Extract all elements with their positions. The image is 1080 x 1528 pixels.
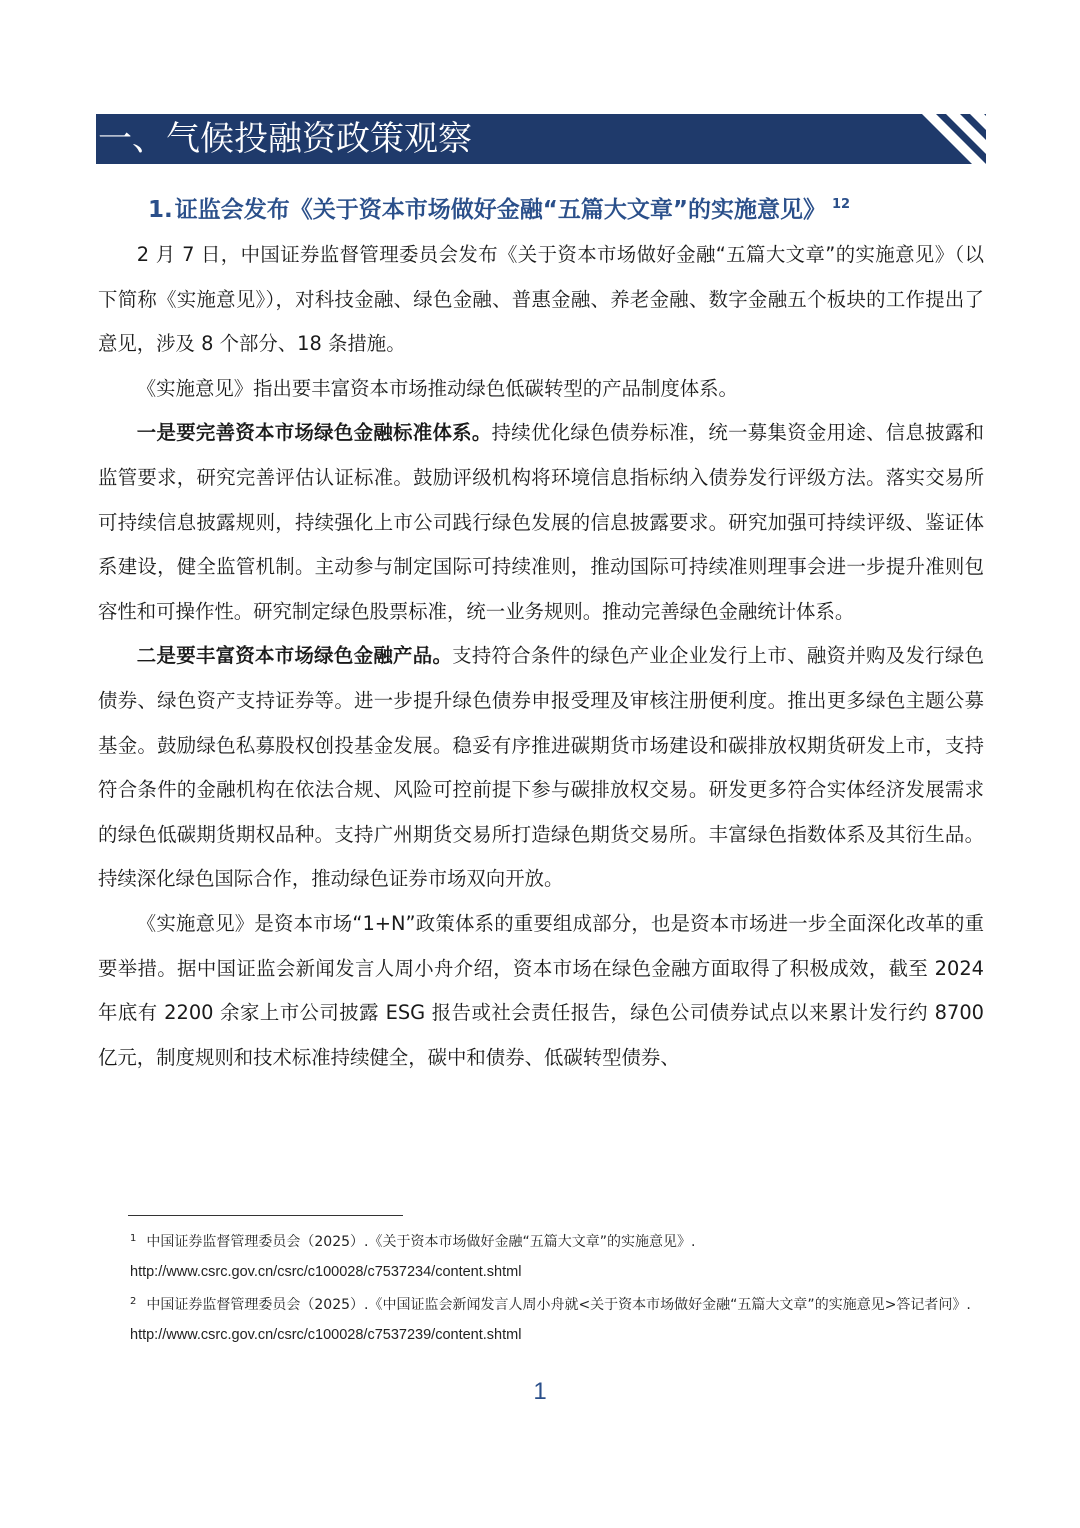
footnote-mark: 2 — [130, 1296, 137, 1307]
footnote-divider — [128, 1215, 403, 1216]
paragraph — [98, 902, 984, 1080]
paragraph — [98, 233, 984, 367]
paragraph — [98, 634, 984, 902]
footnote-mark: 1 — [130, 1233, 137, 1244]
article-body — [98, 233, 984, 1080]
footnote-link[interactable]: http://www.csrc.gov.cn/csrc/c100028/c7537234/content.shtml — [130, 1264, 522, 1280]
footnote-text: 中国证券监督管理委员会（2025）.《关于资本市场做好金融“五篇大文章”的实施意见》. — [146, 1234, 696, 1250]
paragraph-text: 《实施意见》是资本市场“1+N”政策体系的重要组成部分，也是资本市场进一步全面深化改革的重要举措。据中国证监会新闻发言人周小舟介绍，资本市场在绿色金融方面取得了积极成效，截至 2024 年底有 2200 余家上市公司披露 ESG 报告或社会责任报告，绿色公司债券试点以来累计发行约 8700 亿元，制度规则和技术标准持续健全，碳中和债券、低碳转型债券、 — [98, 911, 984, 1069]
paragraph-lead: 一是要完善资本市场绿色金融标准体系。 — [136, 421, 492, 445]
chapter-title: 一、气候投融资政策观察 — [98, 119, 472, 159]
paragraph — [98, 411, 984, 634]
chapter-banner — [96, 114, 986, 164]
footnote-text: 中国证券监督管理委员会（2025）.《中国证监会新闻发言人周小舟就<关于资本市场做好金融“五篇大文章”的实施意见>答记者问》. — [146, 1297, 971, 1313]
footnote-item — [130, 1224, 982, 1287]
paragraph — [98, 367, 984, 412]
paragraph-text: 《实施意见》指出要丰富资本市场推动绿色低碳转型的产品制度体系。 — [136, 376, 738, 400]
footnote-reference: 12 — [831, 197, 851, 212]
footnote-link[interactable]: http://www.csrc.gov.cn/csrc/c100028/c7537239/content.shtml — [130, 1327, 522, 1343]
footnote-item — [130, 1287, 982, 1350]
paragraph-text: 持续优化绿色债券标准，统一募集资金用途、信息披露和监管要求，研究完善评估认证标准。鼓励评级机构将环境信息指标纳入债券发行评级方法。落实交易所可持续信息披露规则，持续强化上市公司践行绿色发展的信息披露要求。研究加强可持续评级、鉴证体系建设，健全监管机制。主动参与制定国际可持续准则，推动国际可持续准则理事会进一步提升准则包容性和可操作性。研究制定绿色股票标准，统一业务规则。推动完善绿色金融统计体系。 — [98, 421, 985, 623]
paragraph-lead: 二是要丰富资本市场绿色金融产品。 — [136, 644, 453, 668]
footnotes — [130, 1224, 982, 1350]
page-number: 1 — [533, 1378, 547, 1405]
section-heading — [148, 188, 1008, 227]
paragraph-text: 2 月 7 日，中国证券监督管理委员会发布《关于资本市场做好金融“五篇大文章”的实施意见》（以下简称《实施意见》），对科技金融、绿色金融、普惠金融、养老金融、数字金融五个板块的工作提出了意见，涉及 8 个部分、18 条措施。 — [98, 243, 984, 356]
paragraph-text: 支持符合条件的绿色产业企业发行上市、融资并购及发行绿色债券、绿色资产支持证券等。进一步提升绿色债券申报受理及审核注册便利度。推出更多绿色主题公募基金。鼓励绿色私募股权创投基金发展。稳妥有序推进碳期货市场建设和碳排放权期货研发上市，支持符合条件的金融机构在依法合规、风险可控前提下参与碳排放权交易。研发更多符合实体经济发展需求的绿色低碳期货期权品种。支持广州期货交易所打造绿色期货交易所。丰富绿色指数体系及其衍生品。持续深化绿色国际合作，推动绿色证券市场双向开放。 — [98, 644, 985, 891]
diagonal-stripes-icon — [906, 114, 986, 164]
section-number: 1. — [148, 197, 173, 223]
section-title-text: 证监会发布《关于资本市场做好金融“五篇大文章”的实施意见》 — [174, 197, 826, 223]
